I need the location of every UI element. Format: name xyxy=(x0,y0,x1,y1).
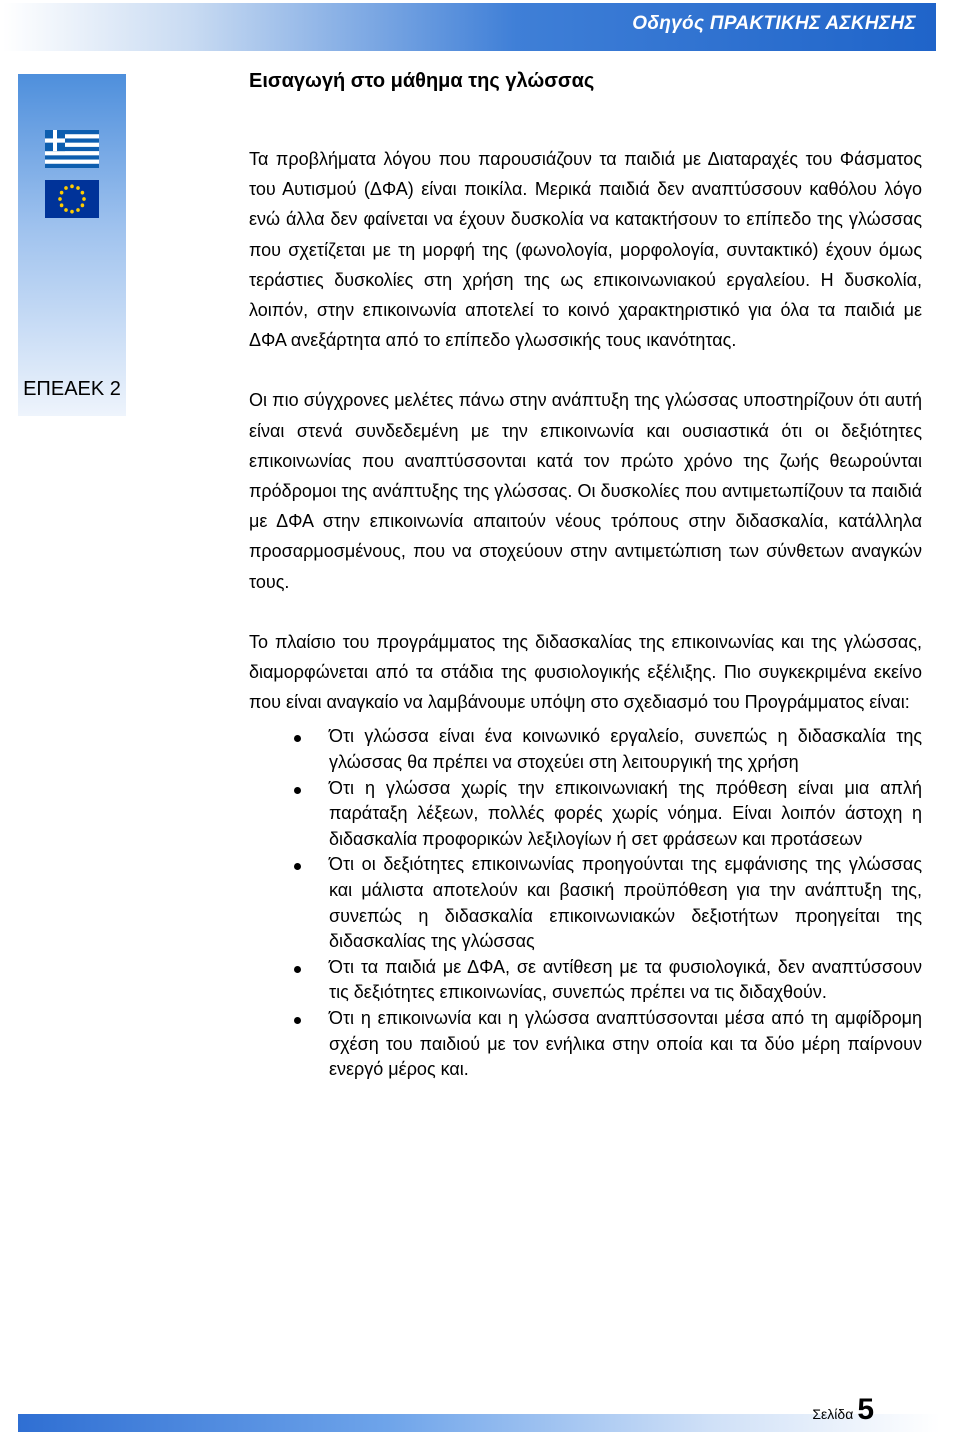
page-number xyxy=(812,1393,874,1427)
bullet-icon xyxy=(294,863,301,870)
bullet-icon xyxy=(294,966,301,973)
list-item-text: Ότι η επικοινωνία και η γλώσσα αναπτύσσονται μέσα από τη αμφίδρομη σχέση του παιδιού με τον ενήλικα στην οποία και τα δύο μέρη παίρνουν ενεργό μέρος και. xyxy=(329,1007,922,1080)
paragraph: Το πλαίσιο του προγράμματος της διδασκαλίας της επικοινωνίας και της γλώσσας, διαμορφώνεται από τα στάδια της φυσιολογικής εξέλιξης. Πιο συγκεκριμένα εκείνο που είναι αναγκαίο να λαμβάνουμε υπόψη στο σχεδιασμό του Προγράμματος είναι: xyxy=(249,631,922,713)
list-item xyxy=(249,724,922,775)
paragraph: Οι πιο σύγχρονες μελέτες πάνω στην ανάπτυξη της γλώσσας υποστηρίζουν ότι αυτή είναι στενά συνδεδεμένη με την επικοινωνία και ουσιαστικά ότι οι δεξιότητες επικοινωνίας που αναπτύσσονται κατά τον πρώτο χρόνο της ζωής θεωρούνται πρόδρομοι της ανάπτυξης της γλώσσας. Οι δυσκολίες που αντιμετωπίζουν τα παιδιά με ΔΦΑ στην επικοινωνία απαιτούν νέους τρόπους στην διδασκαλία, κατάλληλα προσαρμοσμένους, που να στοχεύουν στην αντιμετώπιση των σύνθετων αναγκών τους. xyxy=(249,390,922,592)
list-item-text: Ότι τα παιδιά με ΔΦΑ, σε αντίθεση με τα φυσιολογικά, δεν αναπτύσσουν τις δεξιότητες επικοινωνίας, συνεπώς πρέπει να τις διδαχθούν. xyxy=(329,956,922,1003)
header-bar xyxy=(3,3,936,51)
main-content xyxy=(249,66,922,1083)
paragraph: Τα προβλήματα λόγου που παρουσιάζουν τα παιδιά με Διαταραχές του Φάσματος του Αυτισμού (ΔΦΑ) είναι ποικίλα. Μερικά παιδιά δεν αναπτύσσουν καθόλου λόγο ενώ άλλα δεν φαίνεται να έχουν δυσκολία να κατακτήσουν το επίπεδο της γλώσσας που σχετίζεται με τη μορφή της (φωνολογία, μορφολογία, συντακτικό) έχουν όμως τεράστιες δυσκολίες στη χρήση της ως επικοινωνιακού εργαλείου. Η δυσκολία, λοιπόν, στην επικοινωνία αποτελεί το κοινό χαρακτηριστικό για όλα τα παιδιά με ΔΦΑ ανεξάρτητα από το επίπεδο γλωσσικής τους ικανότητας. xyxy=(249,149,922,351)
list-item xyxy=(249,852,922,954)
bullet-list xyxy=(249,724,922,1082)
sidebar-label: ΕΠΕΑΕΚ 2 xyxy=(23,378,121,400)
header-title: Οδηγός ΠΡΑΚΤΙΚΗΣ ΑΣΚΗΣΗΣ xyxy=(632,13,916,34)
list-item xyxy=(249,955,922,1006)
page-number-value: 5 xyxy=(857,1393,874,1426)
section-heading: Εισαγωγή στο μάθημα της γλώσσας xyxy=(249,70,595,92)
list-item-text: Ότι γλώσσα είναι ένα κοινωνικό εργαλείο, συνεπώς η διδασκαλία της γλώσσας θα πρέπει να στοχεύει στη λειτουργική της χρήση xyxy=(329,726,922,773)
greek-flag-icon xyxy=(45,130,99,168)
list-item xyxy=(249,1006,922,1083)
list-item-text: Ότι η γλώσσα χωρίς την επικοινωνιακή της πρόθεση είναι μια απλή παράταξη λέξεων, πολλές φορές χωρίς νόημα. Είναι λοιπόν άστοχη η διδασκαλία προφορικών λεξιλογίων ή σετ φράσεων και προτάσεων xyxy=(329,777,922,849)
sidebar xyxy=(18,74,126,416)
page-label: Σελίδα xyxy=(812,1406,854,1422)
bullet-icon xyxy=(294,787,301,794)
eu-flag-icon xyxy=(45,180,99,218)
list-item xyxy=(249,776,922,853)
bullet-icon xyxy=(294,1017,301,1024)
bullet-icon xyxy=(294,735,301,742)
footer-bar xyxy=(18,1414,940,1432)
list-item-text: Ότι οι δεξιότητες επικοινωνίας προηγούνται της εμφάνισης της γλώσσας και μάλιστα αποτελούν και βασική προϋπόθεση για την ανάπτυξη της, συνεπώς η διδασκαλία επικοινωνιακών δεξιοτήτων προηγείται της διδασκαλίας της γλώσσας xyxy=(329,854,922,952)
